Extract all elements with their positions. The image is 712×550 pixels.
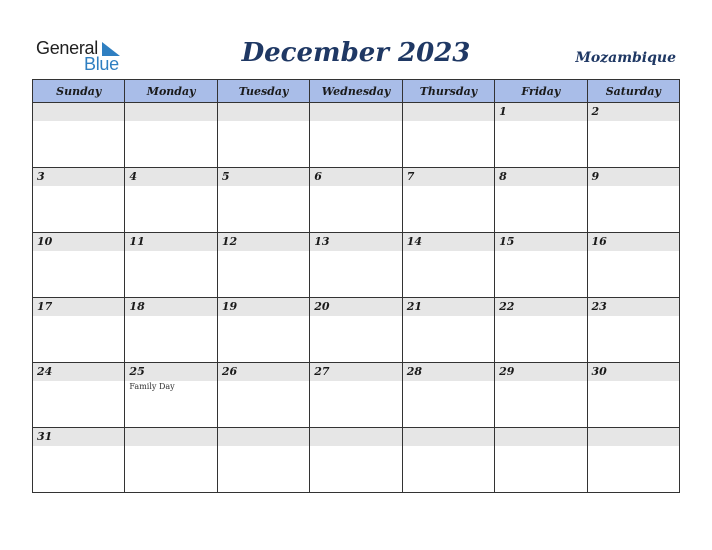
- day-number: 13: [314, 235, 330, 248]
- day-cell-14[interactable]: [402, 233, 494, 298]
- day-number-strip: [588, 363, 679, 381]
- day-number: 30: [591, 365, 607, 378]
- day-number: 17: [37, 300, 53, 313]
- day-number-strip: [310, 233, 401, 251]
- day-number-strip: [588, 233, 679, 251]
- week-row: [33, 103, 680, 168]
- weekday-header-row: [33, 80, 680, 103]
- day-number-strip: [218, 168, 309, 186]
- weekday-header-thursday: Thursday: [402, 80, 494, 103]
- weekday-header-sunday: Sunday: [33, 80, 125, 103]
- day-number-strip: [218, 363, 309, 381]
- day-cell-27[interactable]: [310, 363, 402, 428]
- empty-day-cell: [217, 103, 309, 168]
- empty-day-cell: [310, 428, 402, 493]
- day-number-strip: [403, 103, 494, 121]
- day-cell-20[interactable]: [310, 298, 402, 363]
- day-cell-22[interactable]: [495, 298, 587, 363]
- day-number-strip: [588, 103, 679, 121]
- day-number-strip: [33, 233, 124, 251]
- holiday-event: Family Day: [129, 382, 175, 391]
- day-number: 12: [221, 235, 238, 248]
- day-cell-30[interactable]: [587, 363, 679, 428]
- week-row: [33, 233, 680, 298]
- day-number-strip: [33, 298, 124, 316]
- day-number: 5: [221, 170, 230, 183]
- day-cell-5[interactable]: [217, 168, 309, 233]
- week-row: [33, 168, 680, 233]
- day-number: 28: [406, 365, 422, 378]
- day-number: 14: [406, 235, 422, 248]
- day-number-strip: [403, 233, 494, 251]
- day-number: 23: [591, 300, 607, 313]
- day-cell-24[interactable]: [33, 363, 125, 428]
- day-number-strip: [403, 363, 494, 381]
- logo-word-blue: Blue: [84, 54, 119, 74]
- day-number-strip: [588, 168, 679, 186]
- day-number-strip: [495, 233, 586, 251]
- day-number-strip: [33, 103, 124, 121]
- day-number: 22: [499, 300, 515, 313]
- day-number: 26: [221, 365, 238, 378]
- day-number-strip: [310, 298, 401, 316]
- day-number-strip: [495, 363, 586, 381]
- day-number-strip: [495, 103, 586, 121]
- empty-day-cell: [125, 428, 217, 493]
- empty-day-cell: [310, 103, 402, 168]
- day-cell-28[interactable]: [402, 363, 494, 428]
- day-number-strip: [310, 428, 401, 446]
- day-number-strip: [218, 233, 309, 251]
- day-cell-9[interactable]: [587, 168, 679, 233]
- day-cell-16[interactable]: [587, 233, 679, 298]
- day-cell-1[interactable]: [495, 103, 587, 168]
- day-cell-12[interactable]: [217, 233, 309, 298]
- day-number-strip: [403, 168, 494, 186]
- day-number-strip: [218, 103, 309, 121]
- day-cell-21[interactable]: [402, 298, 494, 363]
- day-cell-31[interactable]: [33, 428, 125, 493]
- empty-day-cell: [125, 103, 217, 168]
- day-number-strip: [218, 428, 309, 446]
- day-number: 27: [314, 365, 330, 378]
- day-cell-7[interactable]: [402, 168, 494, 233]
- day-number-strip: [125, 103, 216, 121]
- day-number-strip: [588, 428, 679, 446]
- day-cell-8[interactable]: [495, 168, 587, 233]
- day-number-strip: [495, 428, 586, 446]
- day-cell-29[interactable]: [495, 363, 587, 428]
- day-cell-11[interactable]: [125, 233, 217, 298]
- day-number: 7: [406, 170, 415, 183]
- calendar-body: [33, 103, 680, 493]
- weekday-header-tuesday: Tuesday: [217, 80, 309, 103]
- day-number: 3: [37, 170, 45, 183]
- day-number: 21: [406, 300, 422, 313]
- calendar-title: December 2023: [241, 38, 471, 68]
- day-cell-6[interactable]: [310, 168, 402, 233]
- day-cell-19[interactable]: [217, 298, 309, 363]
- day-number: 4: [129, 170, 138, 183]
- day-number-strip: [33, 428, 124, 446]
- week-row: [33, 363, 680, 428]
- empty-day-cell: [495, 428, 587, 493]
- weekday-header-wednesday: Wednesday: [310, 80, 402, 103]
- day-cell-17[interactable]: [33, 298, 125, 363]
- empty-day-cell: [402, 103, 494, 168]
- day-number-strip: [125, 363, 216, 381]
- day-number-strip: [125, 168, 216, 186]
- day-number: 16: [591, 235, 607, 248]
- day-number: 29: [499, 365, 515, 378]
- day-number: 10: [37, 235, 53, 248]
- day-number-strip: [495, 168, 586, 186]
- day-number: 6: [314, 170, 322, 183]
- day-number: 31: [37, 430, 53, 443]
- week-row: [33, 298, 680, 363]
- day-number-strip: [33, 363, 124, 381]
- day-number: 24: [37, 365, 53, 378]
- day-number: 25: [129, 365, 145, 378]
- weekday-header-monday: Monday: [125, 80, 217, 103]
- day-number: 9: [591, 170, 600, 183]
- week-row: [33, 428, 680, 493]
- day-cell-25[interactable]: [125, 363, 217, 428]
- day-number-strip: [588, 298, 679, 316]
- day-cell-4[interactable]: [125, 168, 217, 233]
- day-number: 8: [499, 170, 507, 183]
- day-cell-10[interactable]: [33, 233, 125, 298]
- day-number-strip: [495, 298, 586, 316]
- empty-day-cell: [33, 103, 125, 168]
- day-cell-26[interactable]: [217, 363, 309, 428]
- day-number-strip: [125, 233, 216, 251]
- day-number-strip: [403, 428, 494, 446]
- day-cell-23[interactable]: [587, 298, 679, 363]
- empty-day-cell: [587, 428, 679, 493]
- empty-day-cell: [402, 428, 494, 493]
- day-number: 19: [221, 300, 238, 313]
- day-number: 11: [129, 235, 145, 248]
- day-number-strip: [310, 103, 401, 121]
- logo-word-general: General: [36, 38, 98, 58]
- weekday-header-friday: Friday: [495, 80, 587, 103]
- day-number: 15: [499, 235, 515, 248]
- empty-day-cell: [217, 428, 309, 493]
- day-number-strip: [33, 168, 124, 186]
- day-number: 20: [314, 300, 330, 313]
- day-number-strip: [310, 168, 401, 186]
- country-label: Mozambique: [575, 50, 676, 66]
- month-calendar-grid: [32, 79, 680, 493]
- day-cell-13[interactable]: [310, 233, 402, 298]
- day-number-strip: [125, 298, 216, 316]
- day-cell-18[interactable]: [125, 298, 217, 363]
- day-cell-3[interactable]: [33, 168, 125, 233]
- weekday-header-saturday: Saturday: [587, 80, 679, 103]
- day-number-strip: [403, 298, 494, 316]
- day-number-strip: [310, 363, 401, 381]
- day-number: 2: [591, 105, 600, 118]
- day-cell-2[interactable]: [587, 103, 679, 168]
- day-number-strip: [125, 428, 216, 446]
- day-number: 1: [499, 105, 507, 118]
- day-cell-15[interactable]: [495, 233, 587, 298]
- day-number-strip: [218, 298, 309, 316]
- day-number: 18: [129, 300, 145, 313]
